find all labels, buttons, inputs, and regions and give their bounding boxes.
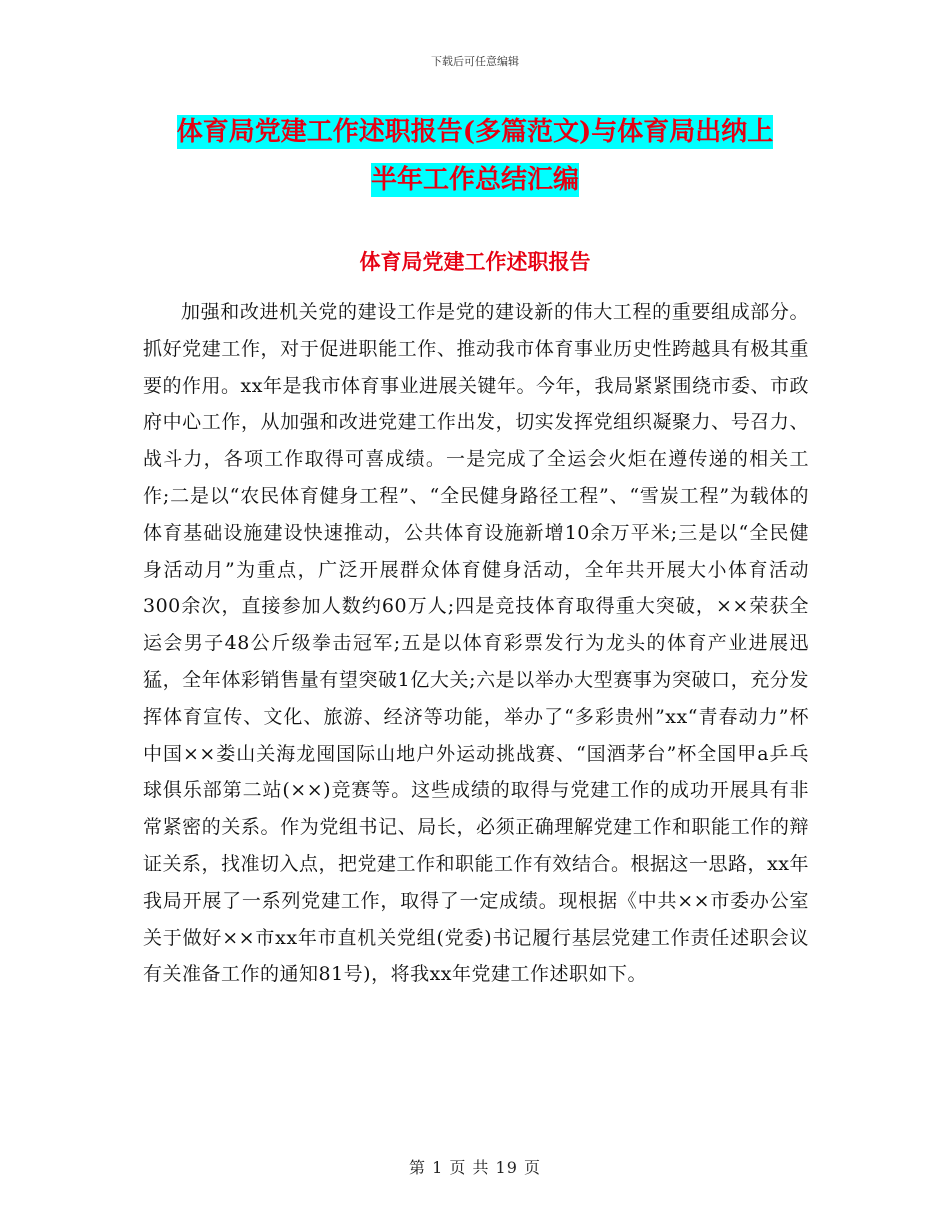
document-title-line-2: 半年工作总结汇编: [370, 165, 579, 195]
section-title: 体育局党建工作述职报告: [359, 249, 591, 274]
page-header-note: 下载后可任意编辑: [431, 55, 519, 68]
document-title: [140, 108, 810, 204]
body-paragraph: 加强和改进机关党的建设工作是党的建设新的伟大工程的重要组成部分。抓好党建工作，对于促进职能工作、推动我市体育事业历史性跨越具有极其重要的作用。xx年是我市体育事业进展关键年。今年，我局紧紧围绕市委、市政府中心工作，从加强和改进党建工作出发，切实发挥党组织凝聚力、号召力、战斗力，各项工作取得可喜成绩。一是完成了全运会火炬在遵传递的相关工作;二是以“农民体育健身工程”、“全民健身路径工程”、“雪炭工程”为载体的体育基础设施建设快速推动，公共体育设施新增10余万平米;三是以“全民健身活动月”为重点，广泛开展群众体育健身活动，全年共开展大小体育活动300余次，直接参加人数约60万人;四是竞技体育取得重大突破，××荣获全运会男子48公斤级拳击冠军;五是以体育彩票发行为龙头的体育产业进展迅猛，全年体彩销售量有望突破1亿大关;六是以举办大型赛事为突破口，充分发挥体育宣传、文化、旅游、经济等功能，举办了“多彩贵州”xx“青春动力”杯中国××娄山关海龙囤国际山地户外运动挑战赛、“国酒茅台”杯全国甲a乒乓球俱乐部第二站(××)竞赛等。这些成绩的取得与党建工作的成功开展具有非常紧密的关系。作为党组书记、局长，必须正确理解党建工作和职能工作的辩证关系，找准切入点，把党建工作和职能工作有效结合。根据这一思路，xx年我局开展了一系列党建工作，取得了一定成绩。现根据《中共××市委办公室关于做好××市xx年市直机关党组(党委)书记履行基层党建工作责任述职会议有关准备工作的通知81号)，将我xx年党建工作述职如下。: [143, 301, 809, 986]
page-number-footer: 第 1 页 共 19 页: [409, 1158, 541, 1177]
document-title-line-1: 体育局党建工作述职报告(多篇范文)与体育局出纳上: [176, 117, 774, 147]
